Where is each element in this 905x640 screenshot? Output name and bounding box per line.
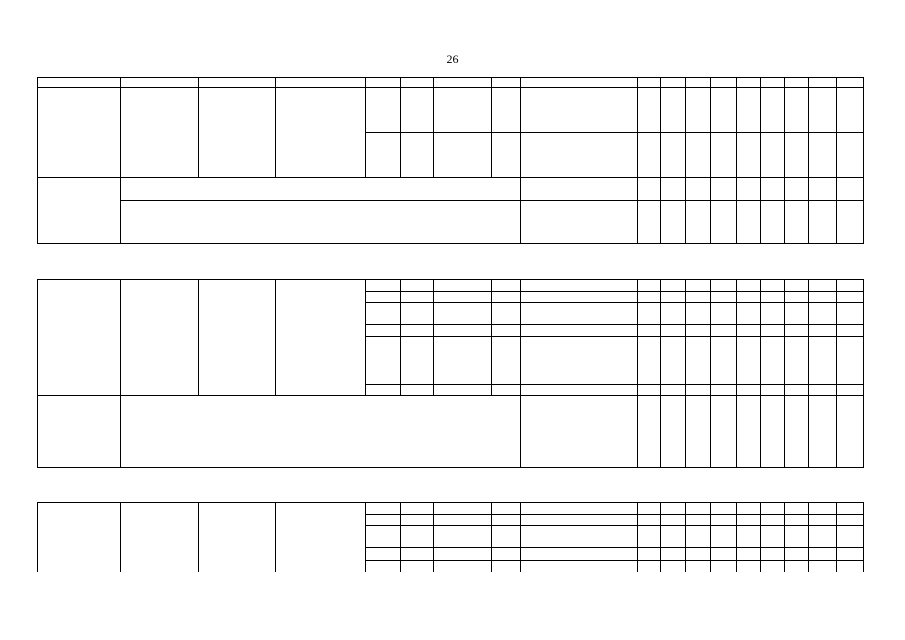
table-rule xyxy=(198,502,199,572)
table-rule xyxy=(491,502,492,572)
table-rule xyxy=(365,384,863,385)
table-rule xyxy=(760,77,761,244)
table-rule xyxy=(491,77,492,177)
page-number: 26 xyxy=(446,52,459,66)
table-rule xyxy=(433,77,434,177)
table-rule xyxy=(365,547,863,548)
table-rule xyxy=(365,291,863,292)
table-rule xyxy=(365,77,366,177)
table-rule xyxy=(275,279,276,395)
table-rule xyxy=(400,502,401,572)
table-rule xyxy=(637,502,638,572)
table-rule xyxy=(365,502,366,572)
table-rule xyxy=(433,279,434,395)
table-rule xyxy=(400,77,401,177)
table-rule xyxy=(784,502,785,572)
table-rule xyxy=(710,77,711,244)
table-rule xyxy=(760,502,761,572)
table-rule xyxy=(836,502,837,572)
table-rule xyxy=(736,279,737,468)
table-rule xyxy=(808,77,809,244)
table-rule xyxy=(198,77,199,177)
table-bottom-rule xyxy=(37,467,863,468)
table-rule xyxy=(400,279,401,395)
table-rule xyxy=(710,279,711,468)
table-rule xyxy=(660,77,661,244)
table-rule xyxy=(784,279,785,468)
table-rule xyxy=(365,302,863,303)
table-rule xyxy=(275,502,276,572)
table-rule xyxy=(836,77,837,244)
table-rule xyxy=(365,336,863,337)
table-rule xyxy=(710,502,711,572)
table-rule xyxy=(275,77,276,177)
table-rule xyxy=(685,279,686,468)
table-rule xyxy=(660,502,661,572)
table-rule xyxy=(637,77,638,244)
table-rule xyxy=(863,279,864,468)
table-rule xyxy=(37,87,863,88)
table-top-rule xyxy=(37,279,863,280)
table-rule xyxy=(37,177,863,178)
table-rule xyxy=(37,395,863,396)
table-rule xyxy=(637,279,638,468)
table-rule xyxy=(120,279,121,468)
table-rule xyxy=(520,77,521,244)
table-rule xyxy=(37,279,38,468)
table-rule xyxy=(365,560,863,561)
table-rule xyxy=(365,514,863,515)
table-rule xyxy=(37,77,38,244)
table-rule xyxy=(491,279,492,395)
table-rule xyxy=(863,77,864,244)
table-rule xyxy=(520,502,521,572)
table-rule xyxy=(37,502,38,572)
table-rule xyxy=(120,502,121,572)
table-rule xyxy=(198,279,199,395)
table-rule xyxy=(736,502,737,572)
table-top-rule xyxy=(37,502,863,503)
table-rule xyxy=(808,279,809,468)
table-bottom-rule xyxy=(37,243,863,244)
table-rule xyxy=(808,502,809,572)
table-top-rule xyxy=(37,77,863,78)
table-rule xyxy=(863,502,864,572)
table-rule xyxy=(365,279,366,395)
table-rule xyxy=(120,200,863,201)
table-rule xyxy=(365,324,863,325)
table-rule xyxy=(520,279,521,468)
table-rule xyxy=(365,132,863,133)
table-rule xyxy=(685,502,686,572)
table-rule xyxy=(120,77,121,244)
table-rule xyxy=(760,279,761,468)
table-rule xyxy=(365,525,863,526)
table-rule xyxy=(836,279,837,468)
table-rule xyxy=(660,279,661,468)
table-rule xyxy=(685,77,686,244)
table-rule xyxy=(784,77,785,244)
table-rule xyxy=(433,502,434,572)
table-rule xyxy=(736,77,737,244)
